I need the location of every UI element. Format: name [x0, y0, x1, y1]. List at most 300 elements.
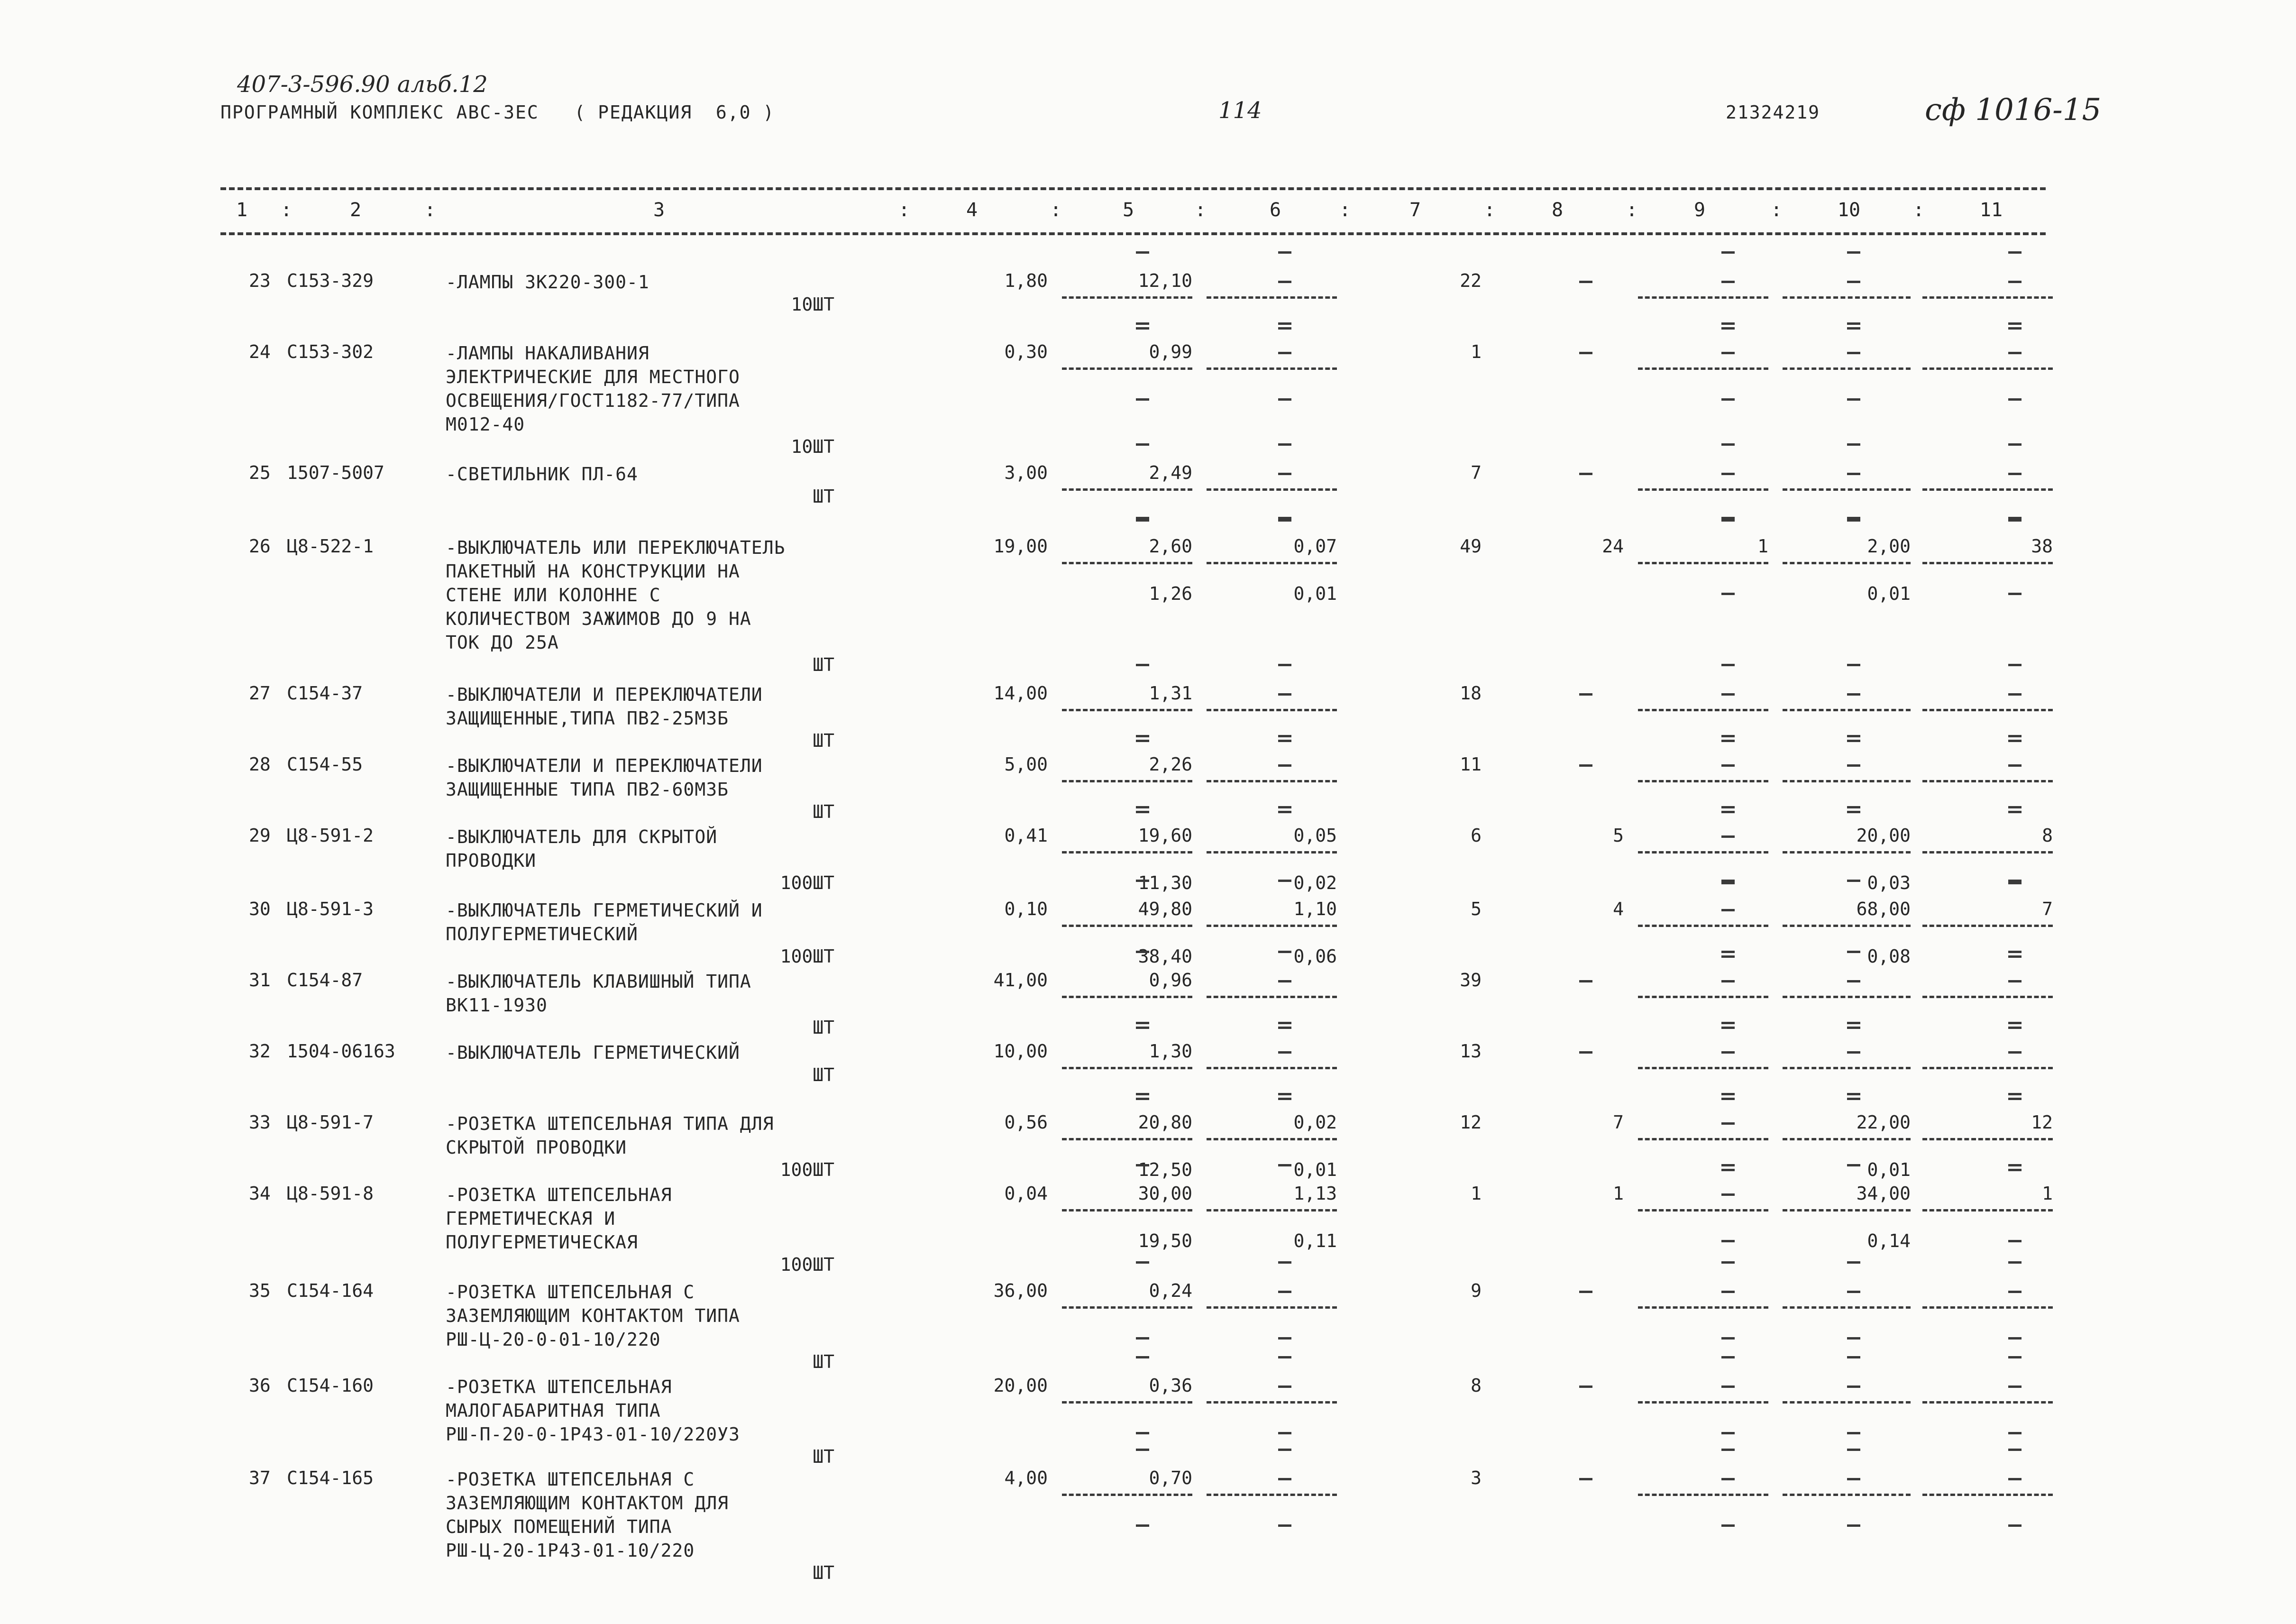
continuation-dash: [1278, 517, 1291, 519]
empty-cell-dash: [1579, 281, 1592, 283]
col-2-header: 2: [349, 199, 362, 221]
empty-cell-dash: [1136, 1098, 1149, 1100]
cell-underline: [1638, 925, 1768, 927]
cell-c4: 0,10: [1004, 899, 1048, 919]
empty-cell-dash: [1278, 1027, 1291, 1029]
continuation-dash: [1721, 1356, 1735, 1358]
empty-cell-dash: [2008, 980, 2022, 982]
cell-c5-second: 11,30: [1138, 872, 1192, 893]
description-line: ЗАЗЕМЛЯЮЩИМ КОНТАКТОМ ДЛЯ: [446, 1493, 729, 1514]
empty-cell-dash: [1579, 693, 1592, 696]
cell-c8: 5: [1613, 825, 1624, 846]
unit: 100ШТ: [780, 1254, 834, 1275]
cell-c4: 14,00: [993, 683, 1048, 704]
description-line: -ВЫКЛЮЧАТЕЛИ И ПЕРЕКЛЮЧАТЕЛИ: [446, 684, 763, 705]
empty-cell-dash: [1721, 1051, 1735, 1054]
col-7-header: 7: [1409, 199, 1421, 221]
empty-cell-dash: [1136, 1027, 1149, 1029]
empty-cell-dash: [1847, 1478, 1860, 1480]
cell-c7: 3: [1471, 1468, 1482, 1488]
continuation-dash: [1278, 322, 1291, 325]
continuation-dash: [1721, 1261, 1735, 1264]
cell-c4: 19,00: [993, 536, 1048, 557]
row-number: 26: [249, 536, 271, 557]
cell-c5: 49,80: [1138, 899, 1192, 919]
cell-c7: 8: [1471, 1375, 1482, 1396]
cell-c10-second: 0,14: [1867, 1230, 1911, 1251]
cell-c11: 38: [2031, 536, 2053, 557]
cell-underline: [1922, 709, 2053, 711]
empty-cell-dash: [1278, 1385, 1291, 1388]
empty-cell-dash: [2008, 1169, 2022, 1171]
cell-c7: 22: [1460, 270, 1482, 291]
cell-underline: [1922, 780, 2053, 782]
cell-c10: 34,00: [1856, 1183, 1911, 1204]
cell-c4: 20,00: [993, 1375, 1048, 1396]
unit: 100ШТ: [780, 872, 834, 893]
empty-cell-dash: [1278, 327, 1291, 330]
rate-code: 1507-5007: [287, 462, 384, 483]
cell-underline: [1922, 1306, 2053, 1309]
empty-cell-dash: [1278, 1291, 1291, 1293]
empty-cell-dash: [1847, 327, 1860, 330]
empty-cell-dash: [1278, 1432, 1291, 1434]
cell-underline: [1062, 709, 1192, 711]
empty-cell-dash: [1847, 473, 1860, 475]
album-reference: 407-3-596.90 альб.12: [237, 71, 488, 98]
cell-underline: [1638, 562, 1768, 564]
description-line: -ЛАМПЫ ЗК220-300-1: [446, 272, 649, 293]
continuation-dash: [1136, 1164, 1149, 1166]
col-9-header: 9: [1693, 199, 1706, 221]
empty-cell-dash: [1847, 693, 1860, 696]
empty-cell-dash: [1847, 352, 1860, 354]
cell-underline: [1783, 1067, 1911, 1069]
unit: ШТ: [813, 1017, 834, 1038]
row-number: 36: [249, 1375, 271, 1396]
unit: ШТ: [813, 801, 834, 822]
cell-c4: 36,00: [993, 1280, 1048, 1301]
empty-cell-dash: [1847, 1051, 1860, 1054]
handwritten-stamp: сф 1016-15: [1925, 92, 2102, 128]
continuation-dash: [1847, 443, 1860, 446]
cell-c5: 20,80: [1138, 1112, 1192, 1133]
description-line: -РОЗЕТКА ШТЕПСЕЛЬНАЯ: [446, 1376, 672, 1397]
col-separator: :: [1339, 199, 1351, 221]
col-separator: :: [424, 199, 436, 221]
continuation-dash: [2008, 443, 2022, 446]
cell-c6-second: 0,01: [1293, 583, 1337, 604]
empty-cell-dash: [1136, 1432, 1149, 1434]
cell-underline: [1638, 780, 1768, 782]
empty-cell-dash: [1278, 1051, 1291, 1054]
continuation-dash: [1847, 1164, 1860, 1166]
document-code: 21324219: [1726, 102, 1820, 123]
cell-c10: 20,00: [1856, 825, 1911, 846]
continuation-dash: [1847, 951, 1860, 953]
description-line: ВК11-1930: [446, 995, 548, 1016]
cell-underline: [1638, 488, 1768, 491]
empty-cell-dash: [1847, 1524, 1860, 1527]
empty-cell-dash: [1721, 811, 1735, 813]
cell-c5: 1,31: [1149, 683, 1192, 704]
cell-underline: [1922, 1138, 2053, 1140]
empty-cell-dash: [2008, 693, 2022, 696]
cell-c11: 12: [2031, 1112, 2053, 1133]
empty-cell-dash: [1278, 398, 1291, 401]
continuation-dash: [2008, 517, 2022, 519]
cell-underline: [1062, 296, 1192, 299]
empty-cell-dash: [2008, 473, 2022, 475]
cell-c5: 2,49: [1149, 462, 1192, 483]
description-line: ПОЛУГЕРМЕТИЧЕСКАЯ: [446, 1232, 638, 1253]
empty-cell-dash: [1136, 398, 1149, 401]
cell-underline: [1922, 1401, 2053, 1404]
cell-underline: [1207, 562, 1337, 564]
cell-c4: 0,56: [1004, 1112, 1048, 1133]
cell-underline: [1783, 996, 1911, 998]
continuation-dash: [1136, 1261, 1149, 1264]
empty-cell-dash: [1847, 740, 1860, 742]
cell-underline: [1783, 296, 1911, 299]
rate-code: С154-37: [287, 683, 363, 704]
cell-c7: 49: [1460, 536, 1482, 557]
continuation-dash: [1136, 1022, 1149, 1024]
continuation-dash: [1721, 251, 1735, 254]
cell-c7: 9: [1471, 1280, 1482, 1301]
unit: 10ШТ: [791, 294, 834, 315]
rate-code: Ц8-522-1: [287, 536, 374, 557]
row-number: 33: [249, 1112, 271, 1133]
continuation-dash: [1278, 1449, 1291, 1451]
cell-c5: 0,24: [1149, 1280, 1192, 1301]
rate-code: С154-165: [287, 1468, 374, 1488]
row-number: 34: [249, 1183, 271, 1204]
empty-cell-dash: [1579, 1478, 1592, 1480]
row-number: 35: [249, 1280, 271, 1301]
cell-c5: 12,10: [1138, 270, 1192, 291]
empty-cell-dash: [2008, 1337, 2022, 1340]
cell-c5: 0,99: [1149, 341, 1192, 362]
empty-cell-dash: [1721, 1291, 1735, 1293]
unit: ШТ: [813, 1064, 834, 1085]
continuation-dash: [1136, 880, 1149, 882]
cell-c10-second: 0,08: [1867, 946, 1911, 967]
cell-underline: [1207, 1067, 1337, 1069]
cell-c4: 0,04: [1004, 1183, 1048, 1204]
col-separator: :: [281, 199, 293, 221]
cell-c10: 68,00: [1856, 899, 1911, 919]
empty-cell-dash: [1278, 519, 1291, 522]
empty-cell-dash: [1278, 281, 1291, 283]
cell-c6: 1,10: [1293, 899, 1337, 919]
cell-underline: [1783, 367, 1911, 370]
empty-cell-dash: [1278, 693, 1291, 696]
cell-c6-second: 0,01: [1293, 1159, 1337, 1180]
row-number: 28: [249, 754, 271, 775]
continuation-dash: [2008, 322, 2022, 325]
unit: 100ШТ: [780, 1159, 834, 1180]
cell-c6-second: 0,11: [1293, 1230, 1337, 1251]
cell-underline: [1638, 367, 1768, 370]
cell-c5-second: 1,26: [1149, 583, 1192, 604]
rate-code: С154-87: [287, 970, 363, 991]
continuation-dash: [1721, 1449, 1735, 1451]
cell-c7: 1: [1471, 341, 1482, 362]
cell-c6: 0,07: [1293, 536, 1337, 557]
continuation-dash: [1721, 1093, 1735, 1095]
continuation-dash: [1136, 517, 1149, 519]
continuation-dash: [1847, 1261, 1860, 1264]
continuation-dash: [1721, 322, 1735, 325]
empty-cell-dash: [2008, 764, 2022, 767]
rate-code: С154-160: [287, 1375, 374, 1396]
cell-underline: [1207, 851, 1337, 853]
empty-cell-dash: [1721, 740, 1735, 742]
empty-cell-dash: [1721, 882, 1735, 884]
empty-cell-dash: [2008, 1524, 2022, 1527]
empty-cell-dash: [1136, 327, 1149, 330]
description-line: РШ-Ц-20-0-01-10/220: [446, 1329, 661, 1350]
cell-underline: [1638, 1209, 1768, 1211]
description-line: ГЕРМЕТИЧЕСКАЯ И: [446, 1208, 616, 1229]
cell-underline: [1207, 780, 1337, 782]
empty-cell-dash: [1721, 980, 1735, 982]
cell-underline: [1922, 488, 2053, 491]
description-line: РШ-Ц-20-1Р43-01-10/220: [446, 1540, 695, 1561]
cell-underline: [1783, 851, 1911, 853]
empty-cell-dash: [1847, 980, 1860, 982]
continuation-dash: [1721, 806, 1735, 808]
cell-c6: 1,13: [1293, 1183, 1337, 1204]
unit: ШТ: [813, 1562, 834, 1583]
continuation-dash: [1278, 1022, 1291, 1024]
cell-c5: 0,70: [1149, 1468, 1192, 1488]
col-separator: :: [1913, 199, 1925, 221]
cell-underline: [1922, 925, 2053, 927]
cell-c4: 0,41: [1004, 825, 1048, 846]
col-8-header: 8: [1551, 199, 1564, 221]
description-line: ЗАЩИЩЕННЫЕ,ТИПА ПВ2-25М3Б: [446, 708, 729, 729]
description-line: -РОЗЕТКА ШТЕПСЕЛЬНАЯ С: [446, 1469, 695, 1490]
continuation-dash: [2008, 1164, 2022, 1166]
cell-c4: 4,00: [1004, 1468, 1048, 1488]
cell-underline: [1783, 562, 1911, 564]
cell-c7: 11: [1460, 754, 1482, 775]
cell-underline: [1638, 1401, 1768, 1404]
description-line: КОЛИЧЕСТВОМ ЗАЖИМОВ ДО 9 НА: [446, 608, 751, 629]
empty-cell-dash: [1579, 764, 1592, 767]
continuation-dash: [1847, 806, 1860, 808]
header-top-rule: [220, 187, 2046, 190]
cell-c4: 3,00: [1004, 462, 1048, 483]
description-line: СКРЫТОЙ ПРОВОДКИ: [446, 1137, 627, 1158]
description-line: М012-40: [446, 414, 525, 435]
cell-underline: [1062, 1209, 1192, 1211]
cell-underline: [1638, 1494, 1768, 1496]
empty-cell-dash: [1278, 1478, 1291, 1480]
description-line: ПРОВОДКИ: [446, 850, 537, 871]
col-5-header: 5: [1122, 199, 1134, 221]
cell-c5-second: 38,40: [1138, 946, 1192, 967]
empty-cell-dash: [1579, 1051, 1592, 1054]
empty-cell-dash: [1847, 1291, 1860, 1293]
cell-c5: 0,36: [1149, 1375, 1192, 1396]
cell-c10: 22,00: [1856, 1112, 1911, 1133]
unit: 100ШТ: [780, 946, 834, 967]
empty-cell-dash: [1278, 980, 1291, 982]
empty-cell-dash: [1721, 1385, 1735, 1388]
cell-underline: [1922, 851, 2053, 853]
description-line: -ВЫКЛЮЧАТЕЛЬ ГЕРМЕТИЧЕСКИЙ: [446, 1042, 740, 1063]
empty-cell-dash: [1136, 1524, 1149, 1527]
cell-underline: [1783, 780, 1911, 782]
description-line: СТЕНЕ ИЛИ КОЛОННЕ С: [446, 585, 661, 606]
continuation-dash: [1847, 880, 1860, 882]
continuation-dash: [2008, 1449, 2022, 1451]
continuation-dash: [1136, 1449, 1149, 1451]
cell-underline: [1783, 1401, 1911, 1404]
empty-cell-dash: [1721, 1478, 1735, 1480]
empty-cell-dash: [1847, 1385, 1860, 1388]
row-number: 29: [249, 825, 271, 846]
description-line: -РОЗЕТКА ШТЕПСЕЛЬНАЯ С: [446, 1282, 695, 1303]
cell-underline: [1207, 925, 1337, 927]
cell-c7: 1: [1471, 1183, 1482, 1204]
empty-cell-dash: [1278, 352, 1291, 354]
empty-cell-dash: [1847, 1098, 1860, 1100]
cell-c4: 0,30: [1004, 341, 1048, 362]
continuation-dash: [1278, 443, 1291, 446]
empty-cell-dash: [1278, 1098, 1291, 1100]
cell-underline: [1062, 562, 1192, 564]
rate-code: С154-164: [287, 1280, 374, 1301]
continuation-dash: [1847, 517, 1860, 519]
cell-c10: 2,00: [1867, 536, 1911, 557]
empty-cell-dash: [1278, 764, 1291, 767]
rate-code: 1504-06163: [287, 1041, 395, 1062]
cell-c5: 0,96: [1149, 970, 1192, 991]
cell-underline: [1062, 780, 1192, 782]
empty-cell-dash: [2008, 740, 2022, 742]
continuation-dash: [1136, 251, 1149, 254]
empty-cell-dash: [1847, 1337, 1860, 1340]
continuation-dash: [1847, 1356, 1860, 1358]
row-number: 27: [249, 683, 271, 704]
cell-c11: 7: [2042, 899, 2053, 919]
cell-c8: 24: [1602, 536, 1624, 557]
empty-cell-dash: [2008, 1051, 2022, 1054]
empty-cell-dash: [1278, 811, 1291, 813]
rate-code: Ц8-591-3: [287, 899, 374, 919]
cell-underline: [1783, 709, 1911, 711]
cell-c5-second: 12,50: [1138, 1159, 1192, 1180]
continuation-dash: [1721, 880, 1735, 882]
continuation-dash: [2008, 664, 2022, 666]
continuation-dash: [1721, 443, 1735, 446]
col-separator: :: [898, 199, 910, 221]
continuation-dash: [1721, 664, 1735, 666]
cell-c4: 41,00: [993, 970, 1048, 991]
empty-cell-dash: [2008, 398, 2022, 401]
empty-cell-dash: [1721, 1432, 1735, 1434]
empty-cell-dash: [1847, 764, 1860, 767]
empty-cell-dash: [1278, 473, 1291, 475]
cell-c6: 0,05: [1293, 825, 1337, 846]
row-number: 25: [249, 462, 271, 483]
cell-c6-second: 0,06: [1293, 946, 1337, 967]
rate-code: Ц8-591-8: [287, 1183, 374, 1204]
cell-c5: 2,26: [1149, 754, 1192, 775]
description-line: -РОЗЕТКА ШТЕПСЕЛЬНАЯ: [446, 1184, 672, 1205]
empty-cell-dash: [1136, 740, 1149, 742]
empty-cell-dash: [2008, 327, 2022, 330]
cell-c7: 13: [1460, 1041, 1482, 1062]
description-line: -ВЫКЛЮЧАТЕЛЬ ИЛИ ПЕРЕКЛЮЧАТЕЛЬ: [446, 537, 786, 558]
continuation-dash: [1278, 1093, 1291, 1095]
col-10-header: 10: [1837, 199, 1861, 221]
continuation-dash: [1847, 1449, 1860, 1451]
description-line: -ВЫКЛЮЧАТЕЛИ И ПЕРЕКЛЮЧАТЕЛИ: [446, 755, 763, 776]
empty-cell-dash: [1847, 398, 1860, 401]
continuation-dash: [2008, 735, 2022, 737]
continuation-dash: [1721, 1164, 1735, 1166]
cell-underline: [1783, 488, 1911, 491]
continuation-dash: [1136, 664, 1149, 666]
cell-underline: [1922, 562, 2053, 564]
row-number: 37: [249, 1468, 271, 1488]
cell-underline: [1922, 996, 2053, 998]
cell-c10-second: 0,01: [1867, 583, 1911, 604]
description-line: -ВЫКЛЮЧАТЕЛЬ ДЛЯ СКРЫТОЙ: [446, 826, 718, 847]
description-line: -ЛАМПЫ НАКАЛИВАНИЯ: [446, 343, 649, 364]
row-number: 31: [249, 970, 271, 991]
empty-cell-dash: [1847, 519, 1860, 522]
continuation-dash: [1278, 1261, 1291, 1264]
col-4-header: 4: [966, 199, 978, 221]
cell-underline: [1207, 709, 1337, 711]
empty-cell-dash: [1721, 835, 1735, 838]
cell-underline: [1062, 1138, 1192, 1140]
empty-cell-dash: [2008, 1240, 2022, 1242]
empty-cell-dash: [2008, 1432, 2022, 1434]
cell-c11: 1: [2042, 1183, 2053, 1204]
cell-c4: 1,80: [1004, 270, 1048, 291]
cell-c9: 1: [1757, 536, 1768, 557]
col-separator: :: [1050, 199, 1062, 221]
empty-cell-dash: [2008, 593, 2022, 595]
continuation-dash: [2008, 951, 2022, 953]
empty-cell-dash: [2008, 281, 2022, 283]
cell-underline: [1207, 1138, 1337, 1140]
cell-underline: [1638, 1067, 1768, 1069]
description-line: -ВЫКЛЮЧАТЕЛЬ ГЕРМЕТИЧЕСКИЙ И: [446, 900, 763, 921]
cell-c7: 6: [1471, 825, 1482, 846]
row-number: 32: [249, 1041, 271, 1062]
continuation-dash: [1847, 322, 1860, 325]
cell-c7: 12: [1460, 1112, 1482, 1133]
cell-underline: [1783, 1306, 1911, 1309]
continuation-dash: [1278, 664, 1291, 666]
continuation-dash: [1136, 806, 1149, 808]
cell-underline: [1207, 1494, 1337, 1496]
continuation-dash: [1278, 735, 1291, 737]
continuation-dash: [1721, 1022, 1735, 1024]
empty-cell-dash: [1721, 519, 1735, 522]
continuation-dash: [1278, 1164, 1291, 1166]
continuation-dash: [2008, 251, 2022, 254]
cell-c7: 18: [1460, 683, 1482, 704]
